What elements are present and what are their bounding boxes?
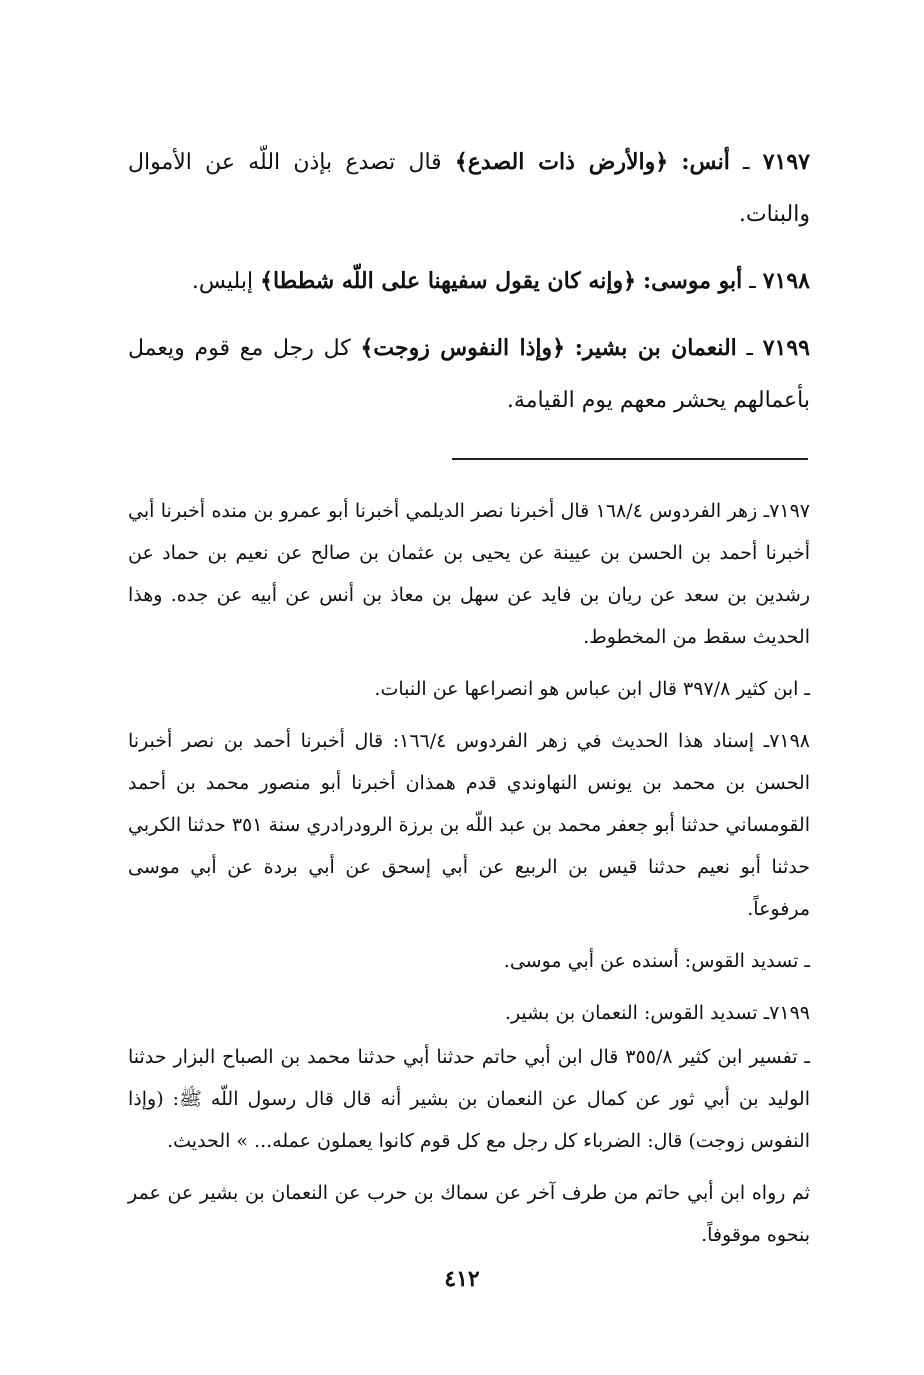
footnote: ثم رواه ابن أبي حاتم من طرف آخر عن سماك بن حرب عن النعمان بن بشير عن عمر بنحوه موقوفاً.: [128, 1182, 810, 1246]
hadith-number: ٧١٩٩: [762, 335, 810, 361]
hadith-entry: ٧١٩٨ ـ أبو موسى: ﴿وإنه كان يقول سفيهنا على اللّه شططا﴾ إبليس.: [191, 268, 810, 294]
footnote: ٧١٩٧ـ زهر الفردوس ١٦٨/٤ قال أخبرنا نصر الديلمي أخبرنا أبو عمرو بن منده أخبرنا أبي أخبرنا أحمد بن الحسن بن عيينة عن يحيى بن عثمان بن صالح عن نعيم بن حماد عن رشدين بن سعد عن ريان بن فايد عن سهل بن معاذ بن أنس عن أبيه عن جده. وهذا الحديث سقط من المخطوط.: [128, 500, 811, 648]
footnote: ـ تفسير ابن كثير ٣٥٥/٨ قال ابن أبي حاتم حدثنا أبي حدثنا محمد بن الصباح البزار حدثنا الوليد بن أبي ثور عن كمال عن النعمان بن بشير أنه قال قال رسول اللّه ﷺ: (وإذا النفوس زوجت) قال: الضرباء كل رجل مع كل قوم كانوا يعملون عمله... » الحديث.: [128, 1046, 810, 1152]
hadith-text: قال تصدع بإذن اللّه عن الأموال والبنات.: [128, 150, 810, 227]
quran-quote: ﴿والأرض ذات الصدع﴾: [454, 149, 669, 175]
page-number: ٤١٢: [444, 1266, 480, 1292]
footnotes-section: [128, 490, 810, 1266]
hadith-text: كل رجل مع قوم ويعمل بأعمالهم يحشر معهم يوم القيامة.: [128, 336, 810, 413]
quran-quote: ﴿وإنه كان يقول سفيهنا على اللّه شططا﴾: [260, 268, 636, 294]
hadith-narrator: النعمان بن بشير:: [574, 335, 737, 361]
footnote: ٧١٩٨ـ إسناد هذا الحديث في زهر الفردوس ١٦٦/٤: قال أخبرنا أحمد بن نصر أخبرنا الحسن بن محمد بن يونس النهاوندي قدم همذان أخبرنا أبو منصور محمد بن أحمد القومساني حدثنا أبو جعفر محمد بن عبد اللّه بن برزة الرودرادري سنة ٣٥١ حدثنا الكربي حدثنا أبو نعيم حدثنا قيس بن الربيع عن أبي إسحق عن أبي بردة عن أبي موسى مرفوعاً.: [128, 730, 811, 920]
hadith-text: إبليس.: [191, 269, 254, 294]
footnote-divider: [452, 458, 808, 460]
footnote: ـ تسديد القوس: أسنده عن أبي موسى.: [503, 950, 810, 972]
hadith-narrator: أنس:: [681, 149, 730, 175]
hadith-entry: ٧١٩٧ ـ أنس: ﴿والأرض ذات الصدع﴾ قال تصدع بإذن اللّه عن الأموال والبنات.: [128, 149, 810, 227]
footnote: ـ ابن كثير ٣٩٧/٨ قال ابن عباس هو انصراعها عن النبات.: [374, 678, 810, 700]
hadith-entry: ٧١٩٩ ـ النعمان بن بشير: ﴿وإذا النفوس زوجت﴾ كل رجل مع قوم ويعمل بأعمالهم يحشر معهم يوم القيامة.: [128, 335, 810, 413]
main-text: [128, 136, 810, 441]
hadith-number: ٧١٩٧: [762, 149, 810, 175]
quran-quote: ﴿وإذا النفوس زوجت﴾: [360, 335, 566, 361]
footnote: ٧١٩٩ـ تسديد القوس: النعمان بن بشير.: [504, 1002, 810, 1024]
hadith-number: ٧١٩٨: [762, 268, 810, 294]
hadith-narrator: أبو موسى:: [642, 268, 743, 294]
